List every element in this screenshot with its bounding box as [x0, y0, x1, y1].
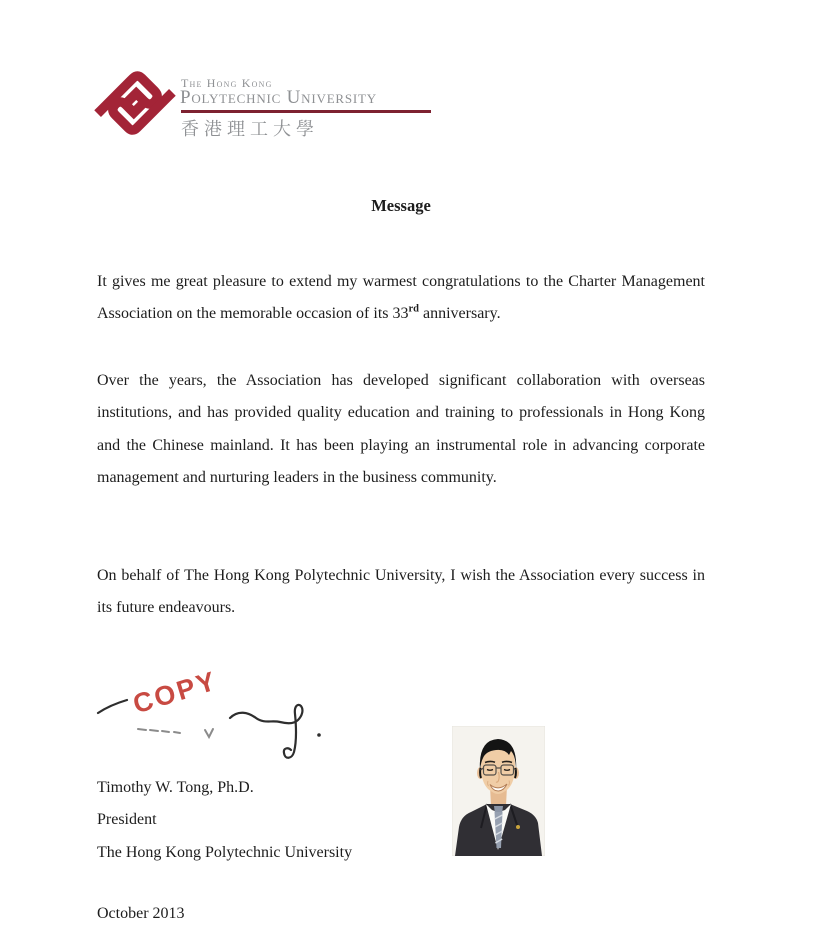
- logo-wordmark-line2: Polytechnic University: [180, 87, 377, 108]
- message-heading: Message: [371, 196, 431, 215]
- signer-organization: The Hong Kong Polytechnic University: [97, 843, 353, 861]
- signoff-block: [97, 772, 447, 869]
- logo-underline: [181, 110, 431, 113]
- paragraph-2: Over the years, the Association has developed significant collaboration with overseas institutions, and has provided quality education and training to professionals in Hong Kong and the Chinese mainland. It has been playing an instrumental role in advancing corporate management and nurturing leaders in the business community.: [97, 372, 705, 487]
- president-portrait-photo: [452, 726, 545, 856]
- paragraph-1: [97, 266, 705, 331]
- paragraph-1-tail: anniversary.: [418, 305, 501, 323]
- paragraph-1-text: It gives me great pleasure to extend my warmest congratulations to the Charter Management Association on the memorable occasion of its 33: [97, 273, 705, 323]
- logo-wordmark-line1: The Hong Kong: [181, 76, 273, 90]
- letter-date: October 2013: [97, 905, 185, 922]
- signer-name: Timothy W. Tong, Ph.D.: [97, 779, 254, 796]
- polyu-logo-mark-icon: [92, 59, 178, 147]
- ordinal-superscript: rd: [408, 304, 419, 316]
- logo-chinese-name: 香港理工大學: [181, 119, 319, 139]
- copy-stamp: COPY: [129, 665, 221, 720]
- paragraph-3: On behalf of The Hong Kong Polytechnic University, I wish the Association every success in its future endeavours.: [97, 567, 705, 617]
- signer-title: President: [97, 811, 157, 829]
